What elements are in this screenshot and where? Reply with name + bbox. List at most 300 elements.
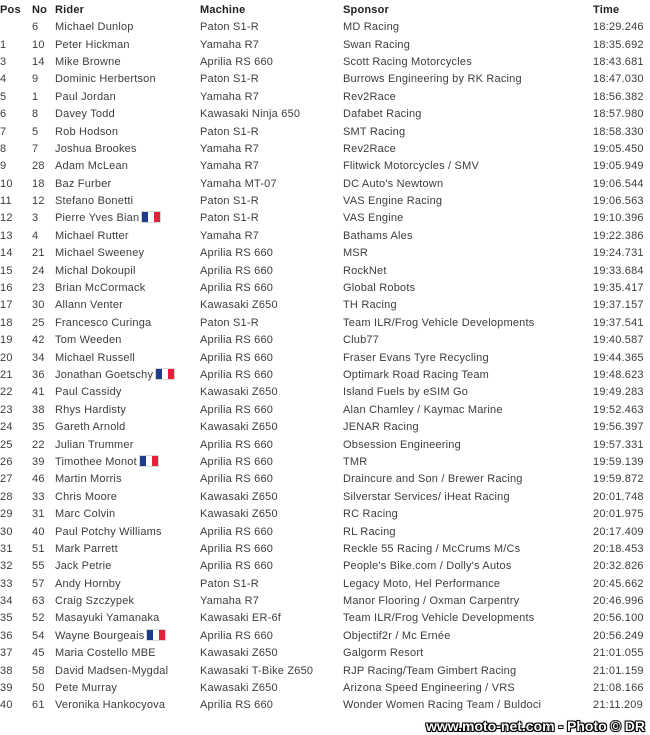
cell-no [32,628,55,645]
cell-pos-text: 16 [0,282,13,295]
cell-no [32,71,55,88]
cell-sponsor [343,593,593,610]
cell-pos-text: 34 [0,595,13,608]
cell-sponsor-text: People's Bike.com / Dolly's Autos [343,560,512,573]
cell-time-text: 21:08.166 [593,682,644,695]
cell-pos-text: 28 [0,490,13,503]
cell-pos-text: 10 [0,177,13,190]
cell-time-text: 20:01.975 [593,508,644,521]
cell-rider-text: Michal Dokoupil [55,264,136,277]
cell-pos-text: 7 [0,125,7,138]
cell-pos-text: 6 [0,108,7,121]
cell-no-text: 12 [32,195,45,208]
cell-sponsor-text: Objectif2r / Mc Ernée [343,629,451,642]
cell-time [593,558,650,575]
cell-pos-text: 33 [0,577,13,590]
cell-pos [0,436,32,453]
table-row [0,367,650,384]
cell-pos [0,332,32,349]
cell-rider [55,349,200,366]
cell-machine [200,54,343,71]
cell-sponsor-text: RockNet [343,264,387,277]
cell-machine [200,489,343,506]
table-row [0,332,650,349]
cell-sponsor [343,680,593,697]
cell-time-text: 18:57.980 [593,108,644,121]
cell-time [593,593,650,610]
cell-rider-text: Dominic Herbertson [55,73,156,86]
cell-no [32,280,55,297]
cell-pos [0,141,32,158]
cell-sponsor [343,71,593,88]
cell-no [32,89,55,106]
cell-sponsor-text: Rev2Race [343,142,396,155]
cell-time-text: 18:47.030 [593,73,644,86]
cell-no [32,367,55,384]
cell-no [32,454,55,471]
cell-rider [55,36,200,53]
cell-no [32,489,55,506]
cell-no-text: 28 [32,160,45,173]
cell-rider-text: Veronika Hankocyova [55,699,166,712]
header-time: Time [593,3,620,16]
cell-rider-text: Michael Russell [55,351,136,364]
cell-pos-text: 31 [0,542,13,555]
cell-machine [200,106,343,123]
cell-rider [55,228,200,245]
cell-pos [0,558,32,575]
cell-pos [0,228,32,245]
cell-rider-text: Jack Petrie [55,560,112,573]
cell-rider-text: Tom Weeden [55,334,122,347]
cell-sponsor [343,645,593,662]
cell-no [32,610,55,627]
cell-pos-text: 39 [0,682,13,695]
cell-machine [200,593,343,610]
cell-pos-text: 24 [0,421,13,434]
cell-machine-text: Aprilia RS 660 [200,403,274,416]
cell-time [593,193,650,210]
cell-time [593,680,650,697]
cell-sponsor [343,697,593,714]
cell-pos [0,419,32,436]
cell-time-text: 18:43.681 [593,55,644,68]
cell-machine-text: Paton S1-R [200,316,259,329]
cell-pos [0,593,32,610]
table-row [0,245,650,262]
cell-pos [0,36,32,53]
cell-sponsor-text: Draincure and Son / Brewer Racing [343,473,523,486]
cell-machine-text: Paton S1-R [200,125,259,138]
cell-time [593,280,650,297]
cell-machine [200,297,343,314]
cell-rider [55,610,200,627]
cell-rider-text: Timothee Monot [55,455,137,468]
cell-time-text: 20:17.409 [593,525,644,538]
cell-sponsor-text: MSR [343,247,369,260]
cell-machine-text: Yamaha MT-07 [200,177,277,190]
cell-sponsor [343,402,593,419]
cell-rider-text: Craig Szczypek [55,595,135,608]
cell-no-text: 55 [32,560,45,573]
cell-no [32,349,55,366]
cell-machine-text: Aprilia RS 660 [200,699,274,712]
table-row [0,228,650,245]
cell-sponsor-text: TH Racing [343,299,397,312]
cell-machine [200,123,343,140]
cell-no-text: 33 [32,490,45,503]
cell-machine-text: Aprilia RS 660 [200,55,274,68]
cell-pos-text: 37 [0,647,13,660]
cell-sponsor [343,210,593,227]
cell-sponsor [343,123,593,140]
cell-pos [0,506,32,523]
cell-machine-text: Kawasaki Z650 [200,386,278,399]
cell-time-text: 19:59.872 [593,473,644,486]
table-row [0,280,650,297]
cell-pos-text: 11 [0,195,12,208]
cell-machine-text: Aprilia RS 660 [200,473,274,486]
cell-rider-text: Allann Venter [55,299,124,312]
cell-sponsor [343,367,593,384]
table-row [0,176,650,193]
cell-rider [55,280,200,297]
cell-rider [55,558,200,575]
cell-machine-text: Yamaha R7 [200,160,260,173]
cell-time [593,176,650,193]
cell-sponsor [343,384,593,401]
cell-sponsor [343,193,593,210]
table-row [0,419,650,436]
cell-sponsor-text: TMR [343,455,368,468]
cell-no [32,262,55,279]
cell-time-text: 19:48.623 [593,369,644,381]
cell-no [32,332,55,349]
cell-time-text: 20:01.748 [593,490,644,503]
cell-no [32,593,55,610]
cell-rider-text: David Madsen-Mygdal [55,664,169,677]
cell-sponsor-text: Island Fuels by eSIM Go [343,386,469,399]
cell-machine-text: Aprilia RS 660 [200,542,274,555]
france-flag-icon [146,629,166,641]
cell-sponsor [343,419,593,436]
cell-machine-text: Yamaha R7 [200,595,260,608]
table-row [0,106,650,123]
cell-machine [200,628,343,645]
cell-pos [0,471,32,488]
cell-sponsor [343,506,593,523]
cell-rider [55,523,200,540]
table-row [0,19,650,36]
cell-sponsor-text: SMT Racing [343,125,406,138]
cell-rider [55,454,200,471]
cell-sponsor-text: Optimark Road Racing Team [343,369,490,381]
cell-time-text: 20:32.826 [593,560,644,573]
cell-sponsor [343,349,593,366]
cell-machine-text: Aprilia RS 660 [200,455,274,468]
cell-machine [200,523,343,540]
cell-time [593,106,650,123]
cell-rider-text: Adam McLean [55,160,129,173]
cell-machine [200,402,343,419]
cell-machine-text: Kawasaki Z650 [200,490,278,503]
cell-no [32,141,55,158]
cell-no [32,228,55,245]
cell-no [32,245,55,262]
cell-time [593,332,650,349]
cell-pos-text: 17 [0,299,13,312]
cell-rider [55,489,200,506]
cell-machine-text: Aprilia RS 660 [200,334,274,347]
cell-rider-text: Peter Hickman [55,38,130,51]
cell-time-text: 19:37.541 [593,316,644,329]
table-row [0,506,650,523]
cell-rider [55,123,200,140]
cell-pos-text: 4 [0,73,7,86]
cell-time [593,610,650,627]
cell-sponsor-text: Burrows Engineering by RK Racing [343,73,522,86]
cell-machine [200,89,343,106]
cell-no [32,54,55,71]
table-row [0,558,650,575]
cell-pos [0,454,32,471]
cell-time-text: 19:33.684 [593,264,644,277]
cell-rider-text: Michael Sweeney [55,247,145,260]
cell-rider [55,210,200,227]
cell-no-text: 21 [32,247,45,260]
cell-sponsor [343,141,593,158]
table-row [0,89,650,106]
cell-time-text: 19:06.544 [593,177,644,190]
cell-pos [0,176,32,193]
cell-no-text: 30 [32,299,45,312]
table-row [0,262,650,279]
cell-time-text: 18:29.246 [593,21,644,34]
cell-sponsor [343,489,593,506]
results-body [0,19,650,715]
cell-no-text: 42 [32,334,45,347]
cell-machine-text: Aprilia RS 660 [200,351,274,364]
cell-machine-text: Aprilia RS 660 [200,525,274,538]
cell-sponsor [343,628,593,645]
cell-machine-text: Paton S1-R [200,577,259,590]
table-row [0,680,650,697]
photo-credit-watermark: www.moto-net.com - Photo © DR [425,718,645,734]
cell-sponsor-text: RC Racing [343,508,398,521]
cell-pos [0,89,32,106]
cell-rider [55,19,200,36]
cell-pos-text: 22 [0,386,13,399]
cell-no-text: 3 [32,212,39,225]
table-row [0,141,650,158]
cell-pos [0,697,32,714]
cell-pos-text: 15 [0,264,13,277]
cell-sponsor [343,106,593,123]
table-row [0,454,650,471]
cell-no [32,315,55,332]
cell-machine [200,506,343,523]
cell-time-text: 20:56.100 [593,612,644,625]
cell-machine-text: Yamaha R7 [200,142,260,155]
cell-sponsor-text: Arizona Speed Engineering / VRS [343,682,515,695]
cell-machine [200,19,343,36]
cell-no [32,36,55,53]
cell-pos-text: 9 [0,160,7,173]
cell-sponsor-text: JENAR Racing [343,421,419,434]
cell-time [593,89,650,106]
cell-no-text: 40 [32,525,45,538]
cell-pos-text: 36 [0,629,13,642]
cell-no-text: 61 [32,699,45,712]
cell-rider [55,332,200,349]
cell-time-text: 19:24.731 [593,247,644,260]
table-row [0,697,650,714]
cell-no [32,436,55,453]
header-row [0,0,650,19]
cell-rider [55,141,200,158]
cell-pos [0,628,32,645]
cell-time [593,141,650,158]
cell-machine [200,193,343,210]
cell-pos [0,193,32,210]
cell-no [32,523,55,540]
cell-rider [55,262,200,279]
header-machine: Machine [200,3,246,16]
cell-time-text: 19:40.587 [593,334,644,347]
cell-time-text: 18:58.330 [593,125,644,138]
cell-no [32,402,55,419]
table-row [0,71,650,88]
cell-sponsor-text: Bathams Ales [343,229,413,242]
table-row [0,193,650,210]
cell-machine-text: Paton S1-R [200,73,259,86]
cell-no-text: 23 [32,282,45,295]
cell-time-text: 19:57.331 [593,438,644,451]
table-row [0,576,650,593]
cell-machine [200,662,343,679]
cell-time [593,489,650,506]
cell-sponsor-text: Global Robots [343,282,416,295]
table-row [0,158,650,175]
cell-time [593,454,650,471]
cell-pos-text: 8 [0,142,7,155]
cell-machine [200,315,343,332]
cell-rider-text: Paul Potchy Williams [55,525,162,538]
header-sponsor: Sponsor [343,3,390,16]
cell-sponsor-text: Alan Chamley / Kaymac Marine [343,403,503,416]
cell-pos-text: 40 [0,699,13,712]
cell-rider-text: Marc Colvin [55,508,116,521]
table-row [0,384,650,401]
cell-time-text: 19:22.386 [593,229,644,242]
cell-rider [55,89,200,106]
cell-sponsor [343,228,593,245]
cell-pos [0,384,32,401]
cell-rider [55,541,200,558]
table-row [0,471,650,488]
cell-machine [200,71,343,88]
cell-time [593,645,650,662]
cell-pos-text: 23 [0,403,13,416]
cell-rider-text: Mark Parrett [55,542,118,555]
cell-machine [200,262,343,279]
cell-pos [0,297,32,314]
cell-rider-text: Gareth Arnold [55,421,126,434]
cell-sponsor-text: Silverstar Services/ iHeat Racing [343,490,510,503]
cell-time-text: 19:35.417 [593,282,644,295]
cell-rider-text: Stefano Bonetti [55,195,134,208]
cell-rider [55,697,200,714]
cell-no-text: 34 [32,351,45,364]
table-row [0,662,650,679]
cell-rider [55,193,200,210]
cell-sponsor-text: Obsession Engineering [343,438,461,451]
cell-no-text: 63 [32,595,45,608]
cell-no [32,541,55,558]
cell-no [32,123,55,140]
cell-rider [55,315,200,332]
cell-pos-text: 20 [0,351,13,364]
cell-rider [55,245,200,262]
table-row [0,123,650,140]
cell-no-text: 18 [32,177,45,190]
table-row [0,210,650,227]
cell-time [593,349,650,366]
cell-pos [0,71,32,88]
table-row [0,349,650,366]
cell-rider [55,680,200,697]
cell-no [32,697,55,714]
cell-pos-text: 12 [0,212,13,225]
cell-no [32,576,55,593]
cell-rider-text: Martin Morris [55,473,122,486]
cell-sponsor-text: Manor Flooring / Oxman Carpentry [343,595,520,608]
cell-machine [200,558,343,575]
cell-pos-text: 21 [0,369,13,381]
cell-rider-text: Mike Browne [55,55,121,68]
cell-time [593,245,650,262]
cell-sponsor [343,610,593,627]
cell-time [593,662,650,679]
cell-rider-text: Andy Hornby [55,577,121,590]
cell-machine-text: Aprilia RS 660 [200,264,274,277]
cell-pos [0,541,32,558]
cell-pos-text: 30 [0,525,13,538]
cell-sponsor-text: Rev2Race [343,90,396,103]
cell-time-text: 20:56.249 [593,629,644,642]
cell-machine-text: Aprilia RS 660 [200,560,274,573]
cell-pos [0,489,32,506]
cell-machine [200,419,343,436]
cell-rider [55,628,200,645]
cell-sponsor-text: Galgorm Resort [343,647,424,660]
cell-time-text: 20:18.453 [593,542,644,555]
cell-pos-text: 32 [0,560,13,573]
cell-no [32,662,55,679]
cell-sponsor-text: DC Auto's Newtown [343,177,444,190]
cell-pos-text: 38 [0,664,13,677]
cell-time-text: 19:59.139 [593,455,644,468]
cell-rider [55,384,200,401]
table-row [0,593,650,610]
cell-machine [200,645,343,662]
cell-machine-text: Kawasaki Z650 [200,647,278,660]
cell-machine [200,280,343,297]
cell-sponsor-text: Team ILR/Frog Vehicle Developments [343,612,535,625]
cell-machine-text: Paton S1-R [200,21,259,34]
cell-time [593,71,650,88]
cell-rider [55,662,200,679]
